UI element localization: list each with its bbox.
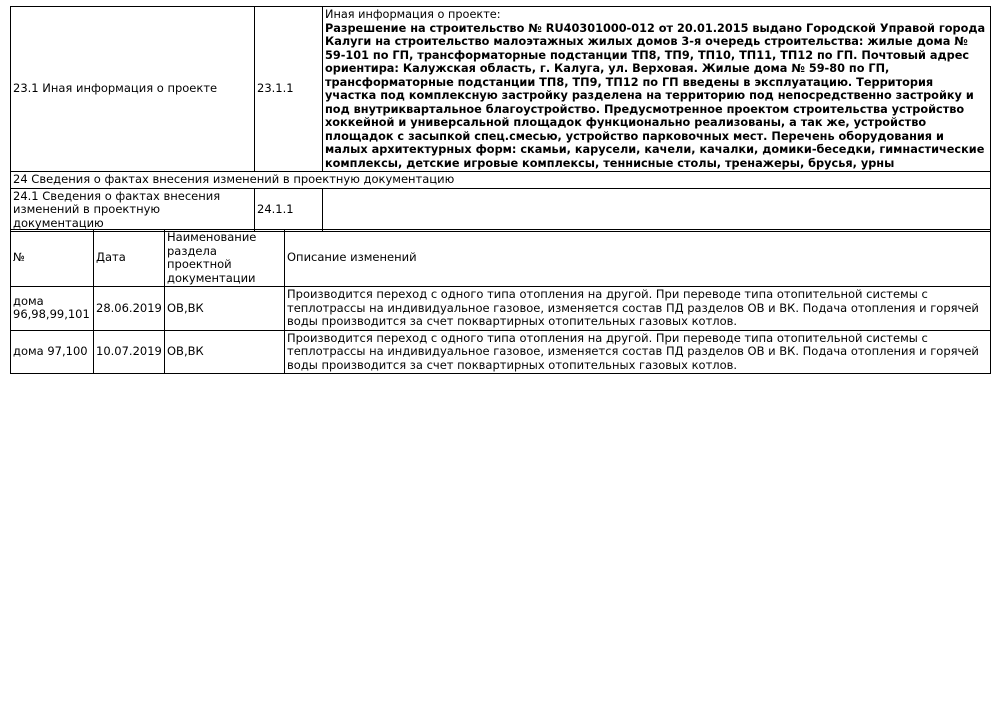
row-24-1-label: 24.1 Сведения о фактах внесения изменений в проектную документацию [11, 188, 255, 232]
row-23-1-label: 23.1 Иная информация о проекте [11, 7, 255, 172]
info-heading: Иная информация о проекте: [325, 8, 501, 21]
row-num: дома 97,100 [11, 330, 94, 374]
changes-table [10, 229, 991, 374]
table-row [11, 330, 991, 374]
row-date: 10.07.2019 [94, 330, 165, 374]
col-header-num: № [11, 230, 94, 287]
row-section: ОВ,ВК [165, 287, 285, 331]
col-header-section: Наименование раздела проектной документации [165, 230, 285, 287]
info-text: Разрешение на строительство № RU40301000-012 от 20.01.2015 выдано Городской Управой города Калуги на строительство малоэтажных жилых домов 3-я очередь строительства: жилые дома № 59-101 по ГП, трансформаторные подстанции ТП8, ТП9, ТП10, ТП11, ТП12 по ГП. Почтовый адрес ориентира: Калужская область, г. Калуга, ул. Верховая. Жилые дома № 59-80 по ГП, трансформаторные подстанции ТП8, ТП9, ТП12 по ГП введены в эксплуатацию. Территория участка под комплексную застройку разделена на территорию под непосредственно застройку и под внутриквартальное благоустройство. Предусмотренное проектом строительства устройство хоккейной и универсальной площадок функционально реализованы, а так же, устройство площадок с засыпкой спец.смесью, устройство парковочных мест. Перечень оборудования и малых архитектурных форм: скамьи, карусели, качели, качалки, домики-беседки, гимнастические комплексы, детские игровые комплексы, теннисные столы, тренажеры, брусья, урны [325, 21, 986, 170]
row-description: Производится переход с одного типа отопления на другой. При переводе типа отопительной системы с теплотрассы на индивидуальное газовое, изменяется состав ПД разделов ОВ и ВК. Подача отопления и горячей воды производится за счет поквартирных отопительных газовых котлов. [285, 330, 991, 374]
col-header-date: Дата [94, 230, 165, 287]
row-description: Производится переход с одного типа отопления на другой. При переводе типа отопительной системы с теплотрассы на индивидуальное газовое, изменяется состав ПД разделов ОВ и ВК. Подача отопления и горячей воды производится за счет поквартирных отопительных газовых котлов. [285, 287, 991, 331]
row-23-1-value [323, 7, 991, 172]
section-24-header: 24 Сведения о фактах внесения изменений в проектную документацию [11, 172, 991, 189]
row-section: ОВ,ВК [165, 330, 285, 374]
row-date: 28.06.2019 [94, 287, 165, 331]
row-24-1-code: 24.1.1 [255, 188, 323, 232]
row-num: дома 96,98,99,101 [11, 287, 94, 331]
row-23-1-code: 23.1.1 [255, 7, 323, 172]
row-24-1 [11, 188, 991, 232]
row-24-1-value [323, 188, 991, 232]
section-24-header-row [11, 172, 991, 189]
project-info-table [10, 6, 991, 232]
table-row [11, 287, 991, 331]
row-23-1 [11, 7, 991, 172]
changes-header-row [11, 230, 991, 287]
col-header-description: Описание изменений [285, 230, 991, 287]
